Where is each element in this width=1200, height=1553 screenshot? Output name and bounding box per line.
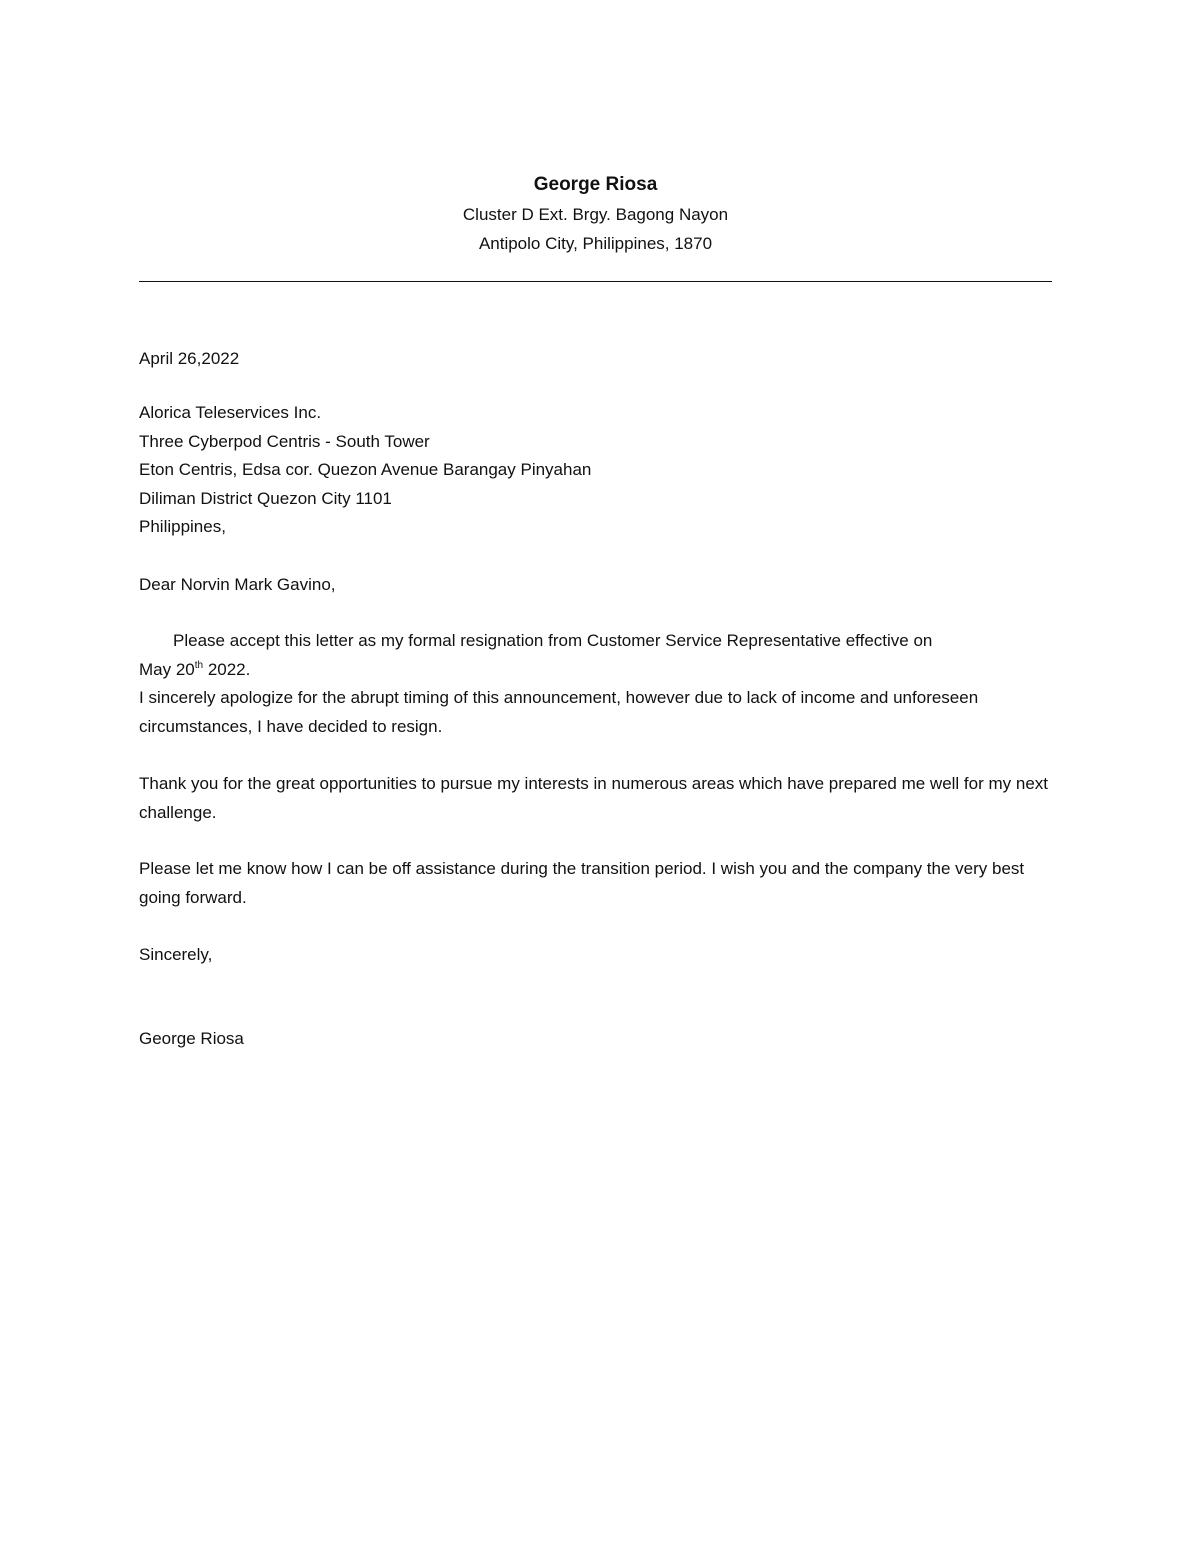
paragraph-resignation [139,627,1052,741]
recipient-line3: Eton Centris, Edsa cor. Quezon Avenue Barangay Pinyahan [139,460,592,479]
closing-text: Sincerely, [139,945,213,964]
letter-date [139,345,1052,374]
salutation-text: Dear Norvin Mark Gavino, [139,575,336,594]
paragraph3-text: Please let me know how I can be off assistance during the transition period. I wish you and the company the very best going forward. [139,859,1025,907]
signature [139,1025,1052,1054]
sender-address-line2: Antipolo City, Philippines, 1870 [478,234,713,253]
recipient-line2: Three Cyberpod Centris - South Tower [139,431,430,451]
paragraph1-apology: I sincerely apologize for the abrupt timing of this announcement, however due to lack of income and unforeseen circumstances, I have decided to resign. [139,688,979,736]
letterhead [139,170,1052,258]
sender-address-line1: Cluster D Ext. Brgy. Bagong Nayon [462,205,729,224]
recipient-line1: Alorica Teleservices Inc. [139,403,322,422]
closing [139,941,1052,970]
effective-date-ordinal: th [194,659,204,671]
effective-date-year: 2022. [203,659,251,679]
signature-name: George Riosa [139,1029,244,1048]
recipient-line5: Philippines, [139,517,226,536]
paragraph-thanks [139,770,1052,827]
recipient-address [139,399,1052,542]
paragraph1-effective-date [139,656,1052,685]
effective-date-prefix: May 20 [139,659,195,679]
paragraph2-text: Thank you for the great opportunities to pursue my interests in numerous areas which have prepared me well for my next challenge. [139,774,1049,822]
letterhead-divider [139,281,1052,282]
salutation [139,571,1052,600]
recipient-line4: Diliman District Quezon City 1101 [139,488,392,508]
paragraph-transition [139,855,1052,912]
sender-name: George Riosa [533,174,658,195]
paragraph1-line1: Please accept this letter as my formal resignation from Customer Service Representative effective on [173,631,933,650]
date-text: April 26,2022 [139,349,240,368]
